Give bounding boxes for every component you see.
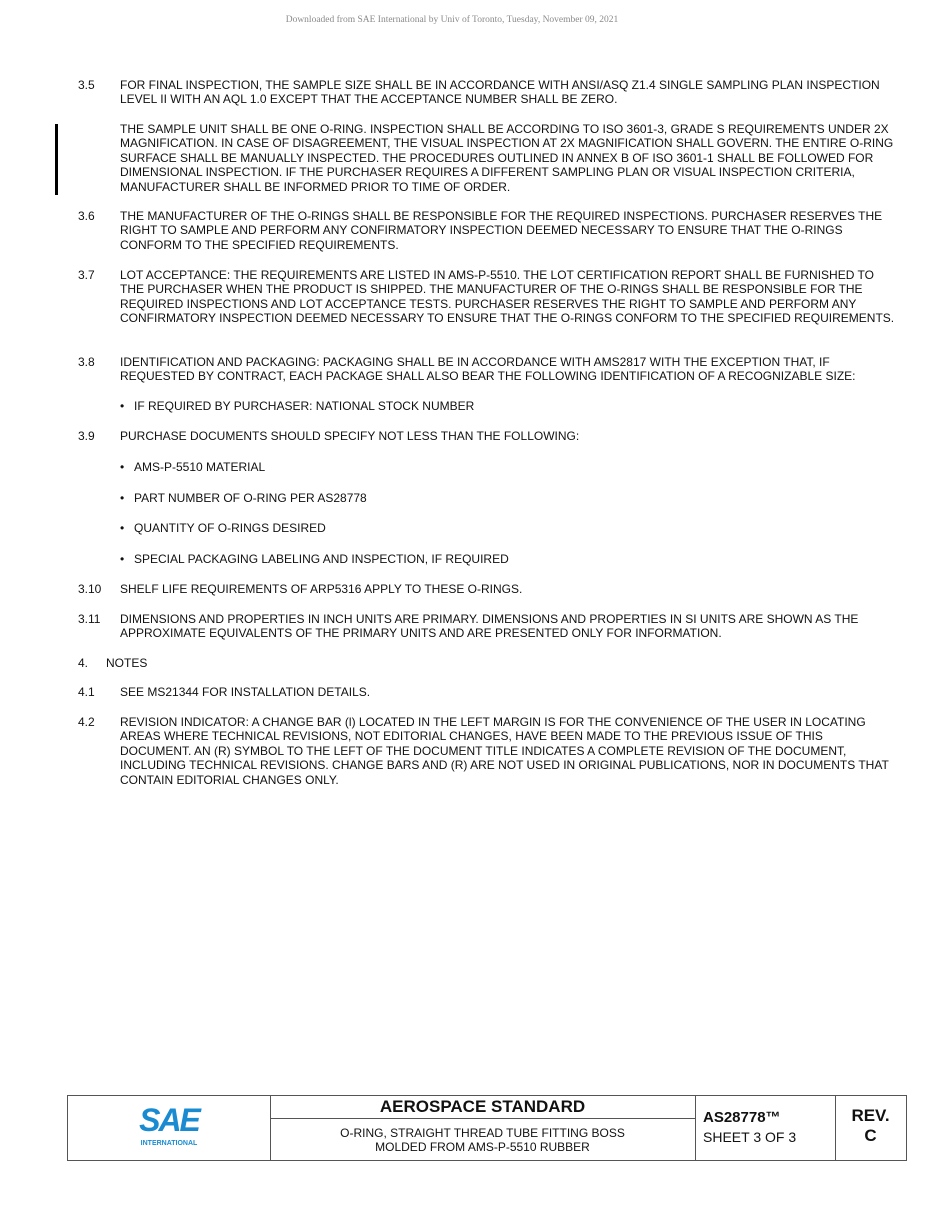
section-number: 4.1 [78, 685, 95, 699]
bullet-icon: • [120, 460, 125, 474]
title-block [67, 1095, 907, 1161]
revision-cell [835, 1096, 906, 1160]
list-item-text: IF REQUIRED BY PURCHASER: NATIONAL STOCK NUMBER [134, 399, 475, 413]
list-item-text: QUANTITY OF O-RINGS DESIRED [134, 521, 326, 535]
section-text: PURCHASE DOCUMENTS SHOULD SPECIFY NOT LESS THAN THE FOLLOWING: [120, 429, 580, 443]
section-number: 3.10 [78, 582, 102, 596]
bullet-icon: • [120, 491, 125, 505]
section-text: FOR FINAL INSPECTION, THE SAMPLE SIZE SHALL BE IN ACCORDANCE WITH ANSI/ASQ Z1.4 SINGLE SAMPLING PLAN INSPECTION LEVEL II WITH AN AQL 1.0 EXCEPT THAT THE ACCEPTANCE NUMBER SHALL BE ZERO. [120, 78, 880, 107]
list-item-text: AMS-P-5510 MATERIAL [134, 460, 266, 474]
subtitle-line-1: O-RING, STRAIGHT THREAD TUBE FITTING BOSS [340, 1126, 625, 1140]
section-number: 3.8 [78, 355, 95, 369]
subtitle-line-2: MOLDED FROM AMS-P-5510 RUBBER [375, 1140, 590, 1155]
document-subtitle [270, 1126, 695, 1155]
document-number-cell [695, 1096, 836, 1160]
download-note: Downloaded from SAE International by Univ of Toronto, Tuesday, November 09, 2021 [285, 15, 619, 25]
section-text: THE SAMPLE UNIT SHALL BE ONE O-RING. INSPECTION SHALL BE ACCORDING TO ISO 3601-3, GRADE S REQUIREMENTS UNDER 2X MAGNIFICATION. IN CASE OF DISAGREEMENT, THE VISUAL INSPECTION AT 2X MAGNIFICATION SHALL GOVERN. THE ENTIRE O-RING SURFACE SHALL BE MANUALLY INSPECTED. THE PROCEDURES OUTLINED IN ANNEX B OF ISO 3601-1 SHALL BE FOLLOWED FOR DIMENSIONAL INSPECTION. IF THE PURCHASER REQUIRES A DIFFERENT SAMPLING PLAN OR VISUAL INSPECTION CRITERIA, MANUFACTURER SHALL BE INFORMED PRIOR TO TIME OF ORDER. [120, 122, 894, 194]
document-number: AS28778™ [703, 1109, 781, 1126]
sae-logo-icon [68, 1096, 270, 1160]
section-number: 3.11 [78, 612, 101, 626]
bullet-icon: • [120, 552, 125, 566]
section-text: REVISION INDICATOR: A CHANGE BAR (l) LOCATED IN THE LEFT MARGIN IS FOR THE CONVENIENCE OF THE USER IN LOCATING AREAS WHERE TECHNICAL REVISIONS, NOT EDITORIAL CHANGES, HAVE BEEN MADE TO THE PREVIOUS ISSUE OF THIS DOCUMENT. AN (R) SYMBOL TO THE LEFT OF THE DOCUMENT TITLE INDICATES A COMPLETE REVISION OF THE DOCUMENT, INCLUDING TECHNICAL REVISIONS. CHANGE BARS AND (R) ARE NOT USED IN ORIGINAL PUBLICATIONS, NOR IN DOCUMENTS THAT CONTAIN EDITORIAL CHANGES ONLY. [120, 715, 889, 787]
revision-value: C [864, 1126, 877, 1145]
logo-subtext: INTERNATIONAL [140, 1140, 198, 1147]
list-item-text: PART NUMBER OF O-RING PER AS28778 [134, 491, 367, 505]
section-text: DIMENSIONS AND PROPERTIES IN INCH UNITS ARE PRIMARY. DIMENSIONS AND PROPERTIES IN SI UNITS ARE SHOWN AS THE APPROXIMATE EQUIVALENTS OF THE PRIMARY UNITS AND ARE PRESENTED ONLY FOR INFORMATION. [120, 612, 859, 641]
list-item-text: SPECIAL PACKAGING LABELING AND INSPECTION, IF REQUIRED [134, 552, 509, 566]
sheet-number: SHEET 3 OF 3 [703, 1129, 797, 1145]
logo-cell [68, 1096, 271, 1160]
section-text: LOT ACCEPTANCE: THE REQUIREMENTS ARE LISTED IN AMS-P-5510. THE LOT CERTIFICATION REPORT SHALL BE FURNISHED TO THE PURCHASER WHEN THE PRODUCT IS SHIPPED. THE MANUFACTURER OF THE O-RINGS SHALL BE RESPONSIBLE FOR THE REQUIRED INSPECTIONS AND LOT ACCEPTANCE TESTS. PURCHASER RESERVES THE RIGHT TO SAMPLE AND PERFORM ANY CONFIRMATORY INSPECTION DEEMED NECESSARY TO ENSURE THAT THE O-RINGS CONFORM TO THE SPECIFIED REQUIREMENTS. [120, 268, 895, 326]
bullet-icon: • [120, 399, 125, 413]
section-text: IDENTIFICATION AND PACKAGING: PACKAGING SHALL BE IN ACCORDANCE WITH AMS2817 WITH THE EXCEPTION THAT, IF REQUESTED BY CONTRACT, EACH PACKAGE SHALL ALSO BEAR THE FOLLOWING IDENTIFICATION OF A RECOGNIZABLE SIZE: [120, 355, 856, 384]
notes-number: 4. [78, 656, 89, 670]
section-number: 3.9 [78, 429, 95, 443]
section-text: THE MANUFACTURER OF THE O-RINGS SHALL BE RESPONSIBLE FOR THE REQUIRED INSPECTIONS. PURCHASER RESERVES THE RIGHT TO SAMPLE AND PERFORM ANY CONFIRMATORY INSPECTION DEEMED NECESSARY TO ENSURE THAT THE O-RINGS CONFORM TO THE SPECIFIED REQUIREMENTS. [120, 209, 883, 252]
section-number: 3.6 [78, 209, 95, 223]
section-text: SEE MS21344 FOR INSTALLATION DETAILS. [120, 685, 371, 699]
change-bar [55, 124, 58, 195]
title-cell [270, 1096, 696, 1160]
section-text: SHELF LIFE REQUIREMENTS OF ARP5316 APPLY TO THESE O-RINGS. [120, 582, 523, 596]
notes-heading [78, 656, 148, 670]
bullet-icon: • [120, 521, 125, 535]
logo-mark: SAE [139, 1102, 199, 1138]
section-number: 3.5 [78, 78, 95, 92]
notes-label: NOTES [106, 656, 148, 670]
section-number: 3.7 [78, 268, 95, 282]
revision-label: REV. [851, 1106, 890, 1125]
standard-title: AEROSPACE STANDARD [270, 1096, 695, 1119]
section-number: 4.2 [78, 715, 95, 729]
